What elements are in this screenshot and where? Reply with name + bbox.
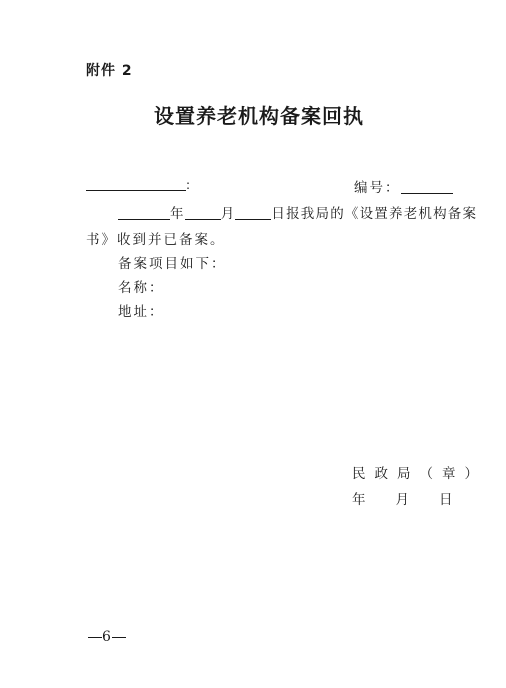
sign-year: 年 [352, 492, 368, 508]
year-blank [118, 205, 170, 220]
year-label: 年 [170, 206, 185, 222]
document-title: 设置养老机构备案回执 [154, 104, 364, 128]
number-blank [401, 179, 453, 194]
day-blank [235, 205, 271, 220]
name-label: 名称： [118, 280, 165, 296]
number-line [354, 176, 453, 196]
page-number-value: 6 [102, 629, 112, 645]
recipient-colon: : [186, 178, 191, 192]
page-dash-right [112, 637, 126, 638]
month-blank [185, 205, 221, 220]
items-intro: 备案项目如下： [118, 256, 227, 272]
sign-day: 日 [439, 492, 455, 508]
page-number [88, 629, 126, 645]
date-line-text: 日报我局的《设置养老机构备案 [271, 206, 478, 222]
receipt-text: 书》收到并已备案。 [86, 232, 226, 248]
month-label: 月 [220, 206, 236, 222]
attachment-label: 附件 2 [86, 63, 133, 79]
recipient-blank [86, 176, 186, 191]
issuer-seal: 民政局（章） [352, 466, 487, 482]
sign-date [352, 488, 455, 508]
address-label: 地址： [118, 304, 165, 320]
date-line [118, 202, 477, 222]
page-dash-left [88, 637, 102, 638]
sign-month: 月 [395, 492, 411, 508]
number-label: 编号： [354, 180, 401, 196]
recipient-line [86, 176, 190, 193]
